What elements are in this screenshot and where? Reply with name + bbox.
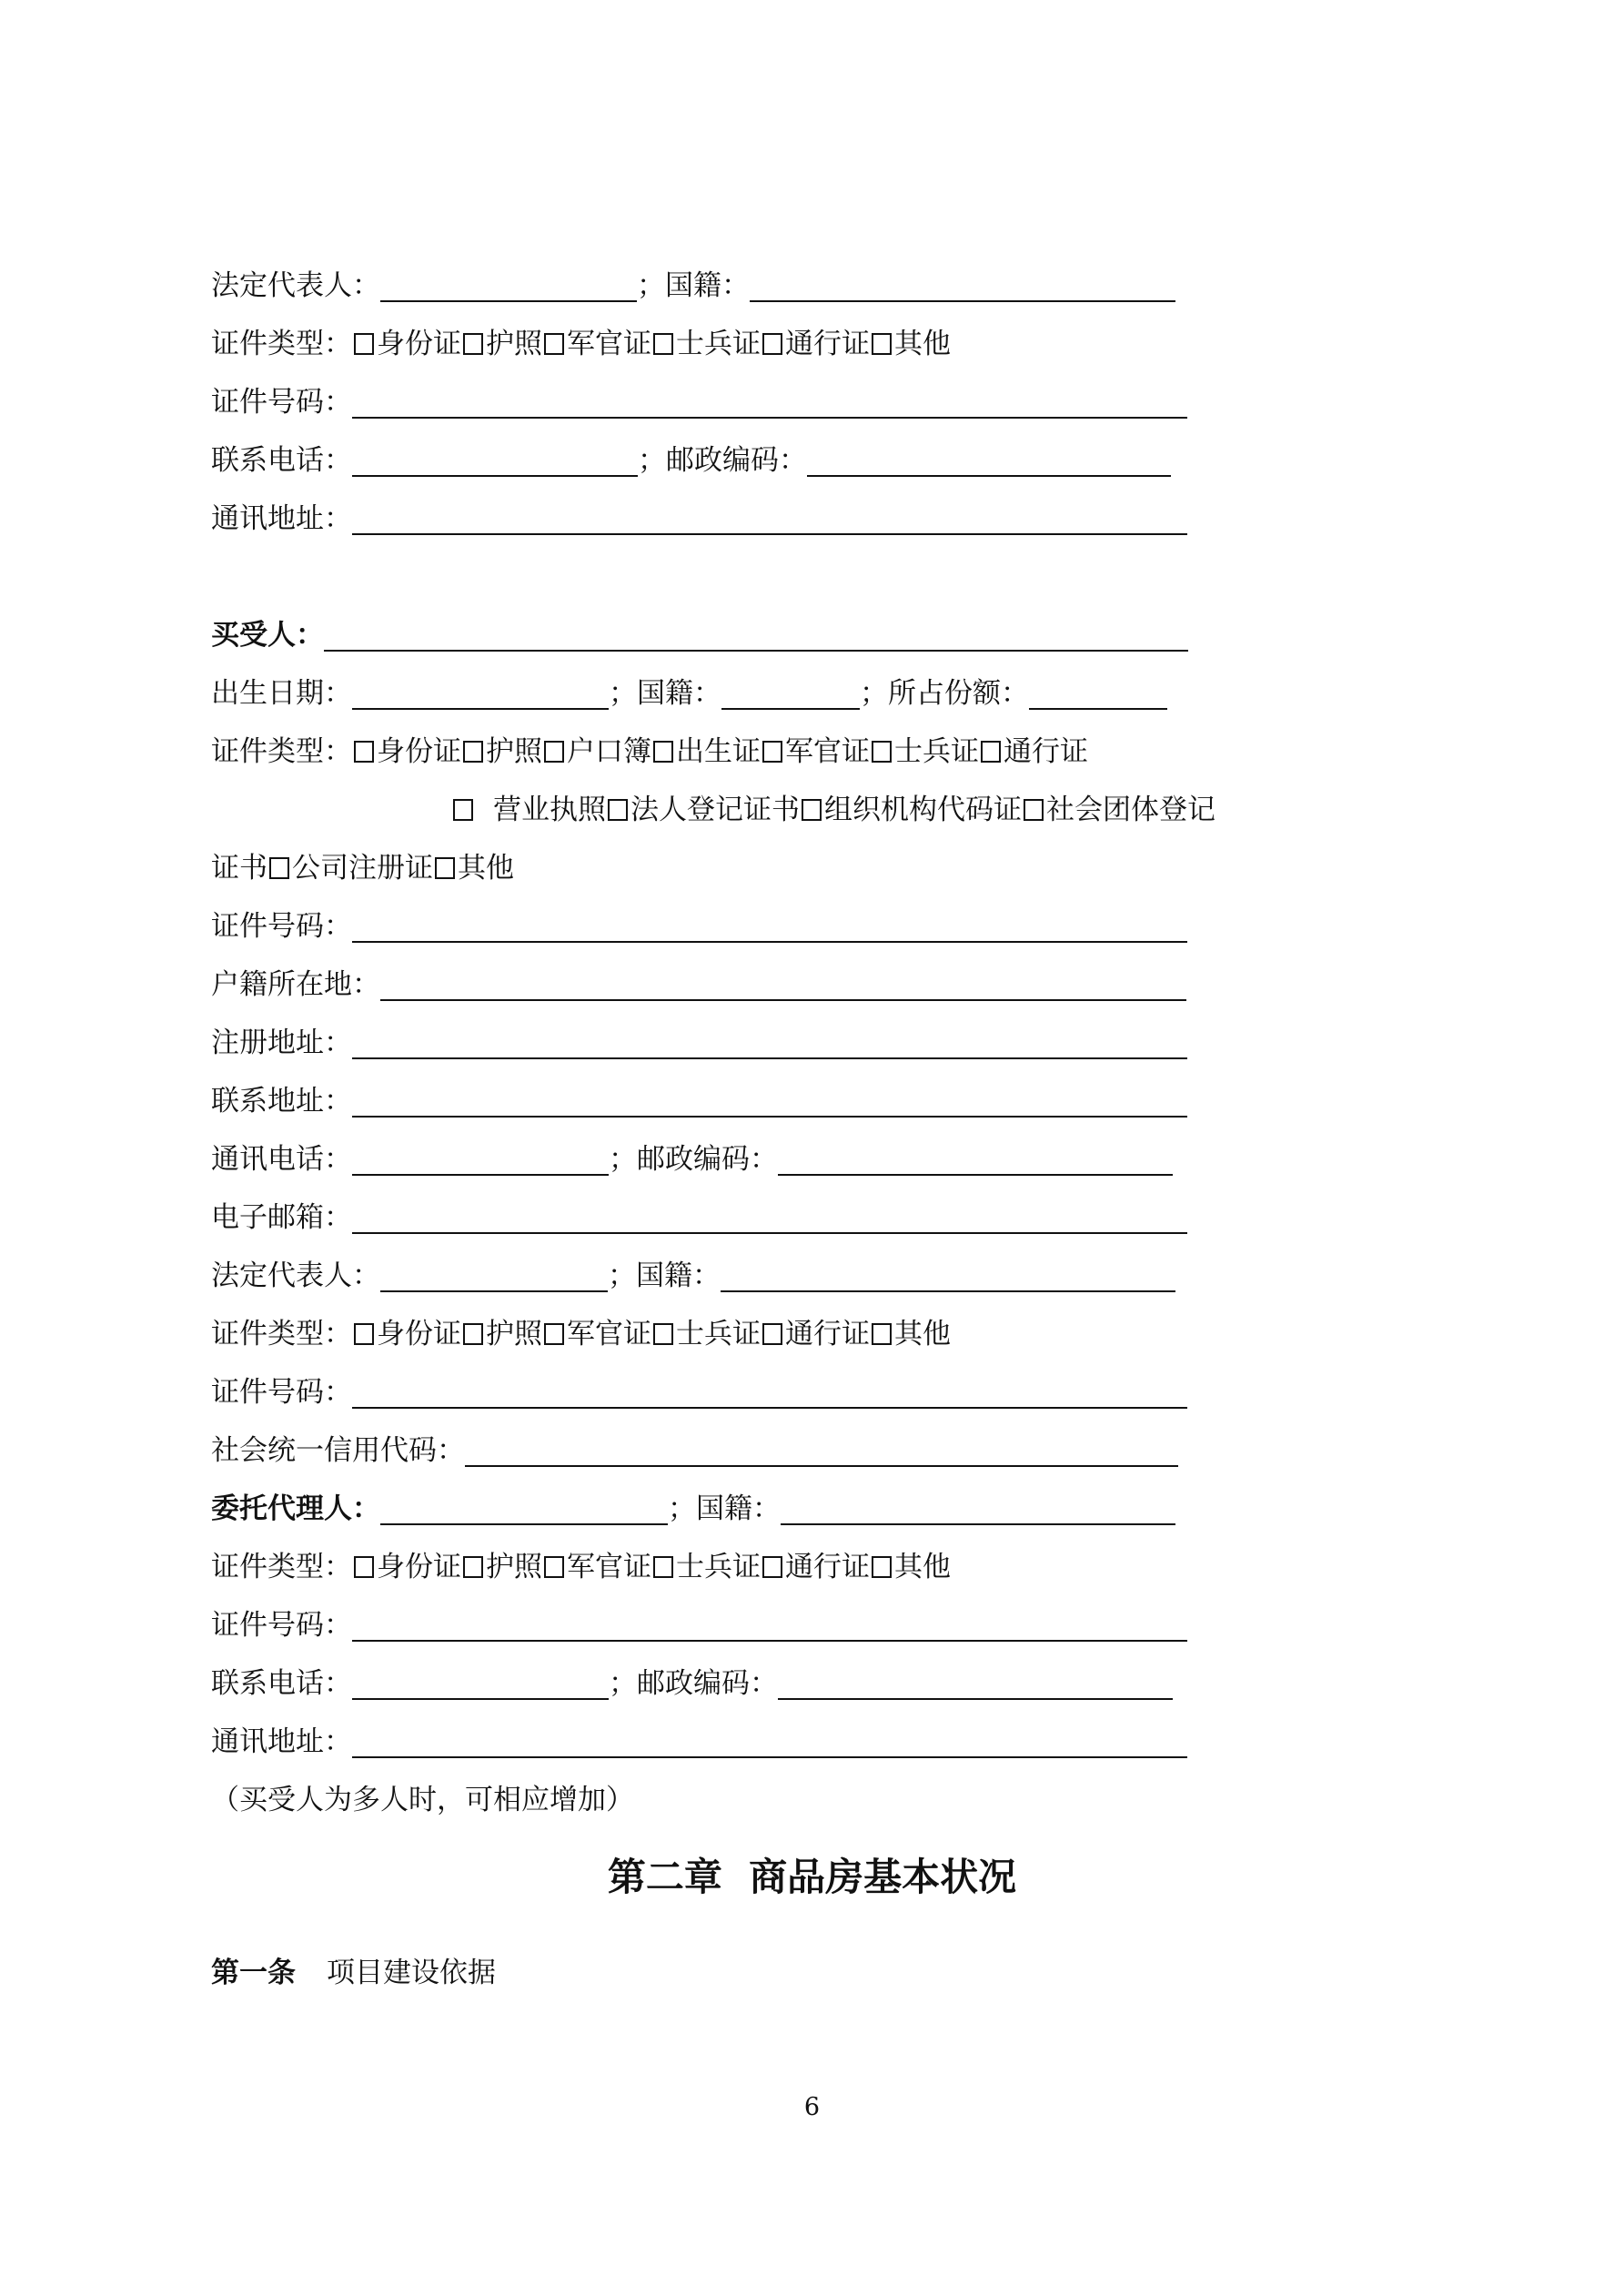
agent-id-option[interactable]: 士兵证: [651, 1543, 761, 1591]
buyer-rep-id-number-label: 证件号码：: [211, 1376, 352, 1409]
agent-id-option[interactable]: 通行证: [761, 1543, 870, 1591]
buyer-reg-address-row: [211, 1019, 1187, 1067]
buyer-postcode-blank[interactable]: [778, 1143, 1173, 1176]
agent-nationality-blank[interactable]: [781, 1492, 1175, 1525]
buyer-postcode-label: ；邮政编码：: [609, 1143, 778, 1176]
seller-phone-label: 联系电话：: [211, 444, 352, 477]
buyer-rep-id-number-row: [211, 1369, 1187, 1416]
buyer-birth-row: [211, 670, 1167, 717]
checkbox-icon[interactable]: [762, 741, 782, 763]
buyer-id-option[interactable]: 社会团体登记: [1022, 786, 1215, 834]
seller-id-option[interactable]: 其他: [870, 320, 951, 368]
agent-phone-row: [211, 1660, 1173, 1707]
seller-postcode-blank[interactable]: [807, 444, 1171, 477]
agent-id-type-row: [211, 1543, 951, 1591]
checkbox-icon[interactable]: [544, 741, 564, 763]
buyer-nationality-blank[interactable]: [721, 677, 860, 710]
buyer-id-option[interactable]: 通行证: [979, 728, 1088, 775]
buyer-share-label: ；所占份额：: [860, 677, 1029, 710]
buyer-reg-address-blank[interactable]: [352, 1027, 1187, 1059]
buyer-rep-id-number-blank[interactable]: [352, 1376, 1187, 1409]
agent-id-option[interactable]: 其他: [870, 1543, 951, 1591]
checkbox-icon[interactable]: [872, 741, 892, 763]
seller-legal-rep-row: [211, 262, 1175, 309]
agent-address-label: 通讯地址：: [211, 1725, 352, 1758]
buyer-id-type-label: 证件类型：: [211, 735, 352, 768]
buyer-rep-id-option[interactable]: 其他: [870, 1310, 951, 1358]
buyer-name-blank[interactable]: [324, 619, 1188, 652]
checkbox-icon[interactable]: [463, 1556, 483, 1578]
buyer-birth-label: 出生日期：: [211, 677, 352, 710]
buyer-email-row: [211, 1194, 1187, 1241]
seller-id-number-row: [211, 379, 1187, 426]
agent-id-option[interactable]: 身份证: [352, 1543, 461, 1591]
buyer-reg-address-label: 注册地址：: [211, 1027, 352, 1059]
buyer-legal-rep-blank[interactable]: [380, 1259, 608, 1292]
buyer-rep-id-type-label: 证件类型：: [211, 1318, 352, 1350]
agent-nationality-label: ；国籍：: [668, 1492, 781, 1525]
seller-id-option[interactable]: 护照: [461, 320, 542, 368]
seller-address-label: 通讯地址：: [211, 502, 352, 535]
seller-id-number-blank[interactable]: [352, 386, 1187, 419]
agent-address-row: [211, 1718, 1187, 1765]
buyer-phone-row: [211, 1136, 1173, 1183]
buyer-contact-address-blank[interactable]: [352, 1085, 1187, 1118]
buyer-id-option[interactable]: 户口簿: [542, 728, 651, 775]
agent-id-option[interactable]: 军官证: [542, 1543, 651, 1591]
checkbox-icon[interactable]: [544, 1556, 564, 1578]
buyer-title: 买受人：: [211, 619, 324, 652]
buyer-id-option[interactable]: 其他: [433, 845, 514, 892]
checkbox-icon[interactable]: [463, 741, 483, 763]
buyer-household-label: 户籍所在地：: [211, 968, 380, 1001]
seller-id-option[interactable]: 军官证: [542, 320, 651, 368]
buyer-multiple-note: （买受人为多人时，可相应增加）: [211, 1784, 634, 1816]
checkbox-icon[interactable]: [872, 1323, 892, 1345]
checkbox-icon[interactable]: [463, 333, 483, 355]
checkbox-icon[interactable]: [435, 857, 455, 879]
buyer-rep-nationality-blank[interactable]: [721, 1259, 1175, 1292]
seller-phone-blank[interactable]: [352, 444, 638, 477]
agent-postcode-label: ；邮政编码：: [609, 1667, 778, 1700]
agent-title: 委托代理人：: [211, 1492, 380, 1525]
checkbox-icon[interactable]: [608, 799, 628, 821]
buyer-household-row: [211, 961, 1186, 1008]
buyer-contact-address-row: [211, 1077, 1187, 1125]
buyer-row: [211, 612, 1188, 659]
article-row: [211, 1949, 496, 1997]
seller-id-option[interactable]: 身份证: [352, 320, 461, 368]
buyer-rep-id-option[interactable]: 护照: [461, 1310, 542, 1358]
checkbox-icon[interactable]: [762, 1323, 782, 1345]
buyer-id-number-row: [211, 903, 1187, 950]
buyer-rep-id-option[interactable]: 身份证: [352, 1310, 461, 1358]
agent-phone-label: 联系电话：: [211, 1667, 352, 1700]
checkbox-icon[interactable]: [453, 799, 473, 821]
checkbox-icon[interactable]: [653, 333, 673, 355]
buyer-legal-rep-label: 法定代表人：: [211, 1259, 380, 1292]
checkbox-icon[interactable]: [1024, 799, 1044, 821]
agent-postcode-blank[interactable]: [778, 1667, 1173, 1700]
buyer-id-option[interactable]: 士兵证: [870, 728, 979, 775]
buyer-phone-blank[interactable]: [352, 1143, 609, 1176]
buyer-id-type-row-3: [211, 845, 514, 892]
buyer-id-option[interactable]: 护照: [461, 728, 542, 775]
buyer-rep-id-option[interactable]: 军官证: [542, 1310, 651, 1358]
checkbox-icon[interactable]: [762, 333, 782, 355]
buyer-rep-id-type-row: [211, 1310, 951, 1358]
buyer-id-type-row-2: [451, 786, 1215, 834]
seller-postcode-label: ；邮政编码：: [638, 444, 807, 477]
agent-phone-blank[interactable]: [352, 1667, 609, 1700]
buyer-phone-label: 通讯电话：: [211, 1143, 352, 1176]
buyer-credit-code-label: 社会统一信用代码：: [211, 1434, 465, 1467]
seller-address-row: [211, 495, 1187, 542]
seller-phone-row: [211, 437, 1171, 484]
seller-id-type-label: 证件类型：: [211, 328, 352, 360]
buyer-rep-id-option[interactable]: 士兵证: [651, 1310, 761, 1358]
agent-row: [211, 1485, 1175, 1532]
buyer-id-option[interactable]: 身份证: [352, 728, 461, 775]
seller-nationality-blank[interactable]: [750, 269, 1175, 302]
agent-name-blank[interactable]: [380, 1492, 668, 1525]
seller-id-option[interactable]: 通行证: [761, 320, 870, 368]
buyer-credit-code-blank[interactable]: [465, 1434, 1178, 1467]
buyer-rep-nationality-label: ；国籍：: [608, 1259, 721, 1292]
checkbox-icon[interactable]: [544, 1323, 564, 1345]
seller-legal-rep-label: 法定代表人：: [211, 269, 380, 302]
buyer-id-option[interactable]: 法人登记证书: [606, 786, 800, 834]
checkbox-icon[interactable]: [872, 1556, 892, 1578]
buyer-id-number-blank[interactable]: [352, 910, 1187, 943]
chapter-title: 第二章 商品房基本状况: [607, 1855, 1017, 1899]
agent-id-number-label: 证件号码：: [211, 1609, 352, 1642]
seller-id-number-label: 证件号码：: [211, 386, 352, 419]
checkbox-icon[interactable]: [653, 741, 673, 763]
checkbox-icon[interactable]: [544, 333, 564, 355]
buyer-id-option[interactable]: 军官证: [761, 728, 870, 775]
checkbox-icon[interactable]: [354, 333, 374, 355]
agent-id-type-label: 证件类型：: [211, 1551, 352, 1583]
checkbox-icon[interactable]: [354, 1556, 374, 1578]
buyer-share-blank[interactable]: [1029, 677, 1167, 710]
buyer-birth-blank[interactable]: [352, 677, 609, 710]
checkbox-icon[interactable]: [872, 333, 892, 355]
article-title: 项目建设依据: [327, 1957, 496, 1989]
buyer-email-label: 电子邮箱：: [211, 1201, 352, 1234]
note-row: [211, 1776, 634, 1824]
agent-id-number-blank[interactable]: [352, 1609, 1187, 1642]
buyer-id-option[interactable]: 组织机构代码证: [800, 786, 1022, 834]
seller-address-blank[interactable]: [352, 502, 1187, 535]
agent-address-blank[interactable]: [352, 1725, 1187, 1758]
buyer-household-blank[interactable]: [380, 968, 1186, 1001]
checkbox-icon[interactable]: [981, 741, 1001, 763]
seller-legal-rep-blank[interactable]: [380, 269, 637, 302]
checkbox-icon[interactable]: [463, 1323, 483, 1345]
checkbox-icon[interactable]: [802, 799, 822, 821]
buyer-id-option[interactable]: 公司注册证: [267, 845, 433, 892]
page-number: 6: [803, 2093, 821, 2121]
buyer-id-type-row: [211, 728, 1088, 775]
checkbox-icon[interactable]: [653, 1556, 673, 1578]
buyer-id-option-continued: 证书: [211, 852, 267, 885]
buyer-rep-id-option[interactable]: 通行证: [761, 1310, 870, 1358]
buyer-contact-address-label: 联系地址：: [211, 1085, 352, 1118]
buyer-nationality-label: ；国籍：: [609, 677, 721, 710]
buyer-id-number-label: 证件号码：: [211, 910, 352, 943]
checkbox-icon[interactable]: [653, 1323, 673, 1345]
buyer-credit-code-row: [211, 1427, 1178, 1474]
buyer-id-option[interactable]: 出生证: [651, 728, 761, 775]
checkbox-icon[interactable]: [354, 741, 374, 763]
seller-nationality-label: ；国籍：: [637, 269, 750, 302]
checkbox-icon[interactable]: [269, 857, 289, 879]
checkbox-icon[interactable]: [354, 1323, 374, 1345]
agent-id-number-row: [211, 1602, 1187, 1649]
checkbox-icon[interactable]: [762, 1556, 782, 1578]
seller-id-type-row: [211, 320, 951, 368]
seller-id-option[interactable]: 士兵证: [651, 320, 761, 368]
buyer-email-blank[interactable]: [352, 1201, 1187, 1234]
article-number: 第一条: [211, 1957, 296, 1989]
buyer-id-option[interactable]: 营业执照: [451, 786, 606, 834]
buyer-legal-rep-row: [211, 1252, 1175, 1300]
agent-id-option[interactable]: 护照: [461, 1543, 542, 1591]
